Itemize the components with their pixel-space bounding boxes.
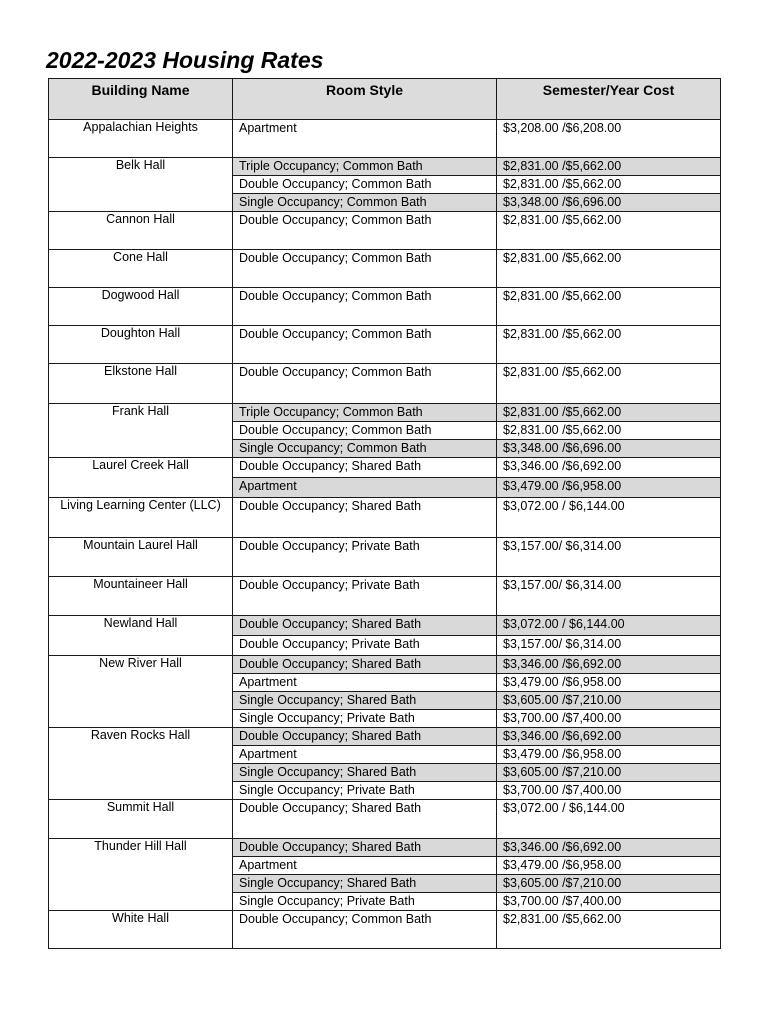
room-style-cell: Apartment: [233, 674, 497, 692]
cost-cell: $3,157.00/ $6,314.00: [497, 538, 721, 577]
building-name-cell: Belk Hall: [49, 158, 233, 212]
room-style-cell: Double Occupancy; Common Bath: [233, 250, 497, 288]
room-style-cell: Double Occupancy; Private Bath: [233, 538, 497, 577]
cost-cell: $3,605.00 /$7,210.00: [497, 692, 721, 710]
room-style-cell: Double Occupancy; Common Bath: [233, 326, 497, 364]
cost-cell: $3,157.00/ $6,314.00: [497, 636, 721, 656]
table-row: [49, 250, 721, 288]
cost-cell: $2,831.00 /$5,662.00: [497, 364, 721, 404]
building-name-cell: Mountaineer Hall: [49, 577, 233, 616]
cost-cell: $2,831.00 /$5,662.00: [497, 176, 721, 194]
cost-cell: $3,348.00 /$6,696.00: [497, 440, 721, 458]
room-style-cell: Single Occupancy; Common Bath: [233, 440, 497, 458]
cost-cell: $3,348.00 /$6,696.00: [497, 194, 721, 212]
room-style-cell: Apartment: [233, 478, 497, 498]
cost-cell: $3,479.00 /$6,958.00: [497, 857, 721, 875]
cost-cell: $3,346.00 /$6,692.00: [497, 839, 721, 857]
table-row: [49, 656, 721, 674]
cost-cell: $3,346.00 /$6,692.00: [497, 458, 721, 478]
room-style-cell: Double Occupancy; Shared Bath: [233, 656, 497, 674]
table-row: [49, 288, 721, 326]
room-style-cell: Double Occupancy; Common Bath: [233, 364, 497, 404]
building-name-cell: Laurel Creek Hall: [49, 458, 233, 498]
cost-cell: $2,831.00 /$5,662.00: [497, 158, 721, 176]
table-row: [49, 120, 721, 158]
table-row: [49, 498, 721, 538]
room-style-cell: Double Occupancy; Common Bath: [233, 212, 497, 250]
table-row: [49, 538, 721, 577]
building-name-cell: Elkstone Hall: [49, 364, 233, 404]
table-row: [49, 158, 721, 176]
building-name-cell: Summit Hall: [49, 800, 233, 839]
room-style-cell: Double Occupancy; Shared Bath: [233, 800, 497, 839]
cost-cell: $3,700.00 /$7,400.00: [497, 893, 721, 911]
cost-cell: $3,157.00/ $6,314.00: [497, 577, 721, 616]
header-room-style: Room Style: [233, 79, 497, 120]
room-style-cell: Double Occupancy; Common Bath: [233, 422, 497, 440]
building-name-cell: White Hall: [49, 911, 233, 949]
table-row: [49, 364, 721, 404]
cost-cell: $3,605.00 /$7,210.00: [497, 875, 721, 893]
room-style-cell: Single Occupancy; Common Bath: [233, 194, 497, 212]
room-style-cell: Single Occupancy; Shared Bath: [233, 764, 497, 782]
building-name-cell: Cone Hall: [49, 250, 233, 288]
room-style-cell: Single Occupancy; Private Bath: [233, 710, 497, 728]
room-style-cell: Double Occupancy; Private Bath: [233, 636, 497, 656]
building-name-cell: Raven Rocks Hall: [49, 728, 233, 800]
room-style-cell: Single Occupancy; Private Bath: [233, 782, 497, 800]
room-style-cell: Triple Occupancy; Common Bath: [233, 404, 497, 422]
building-name-cell: Thunder Hill Hall: [49, 839, 233, 911]
room-style-cell: Double Occupancy; Common Bath: [233, 176, 497, 194]
housing-rates-table: [48, 78, 721, 949]
building-name-cell: Mountain Laurel Hall: [49, 538, 233, 577]
cost-cell: $3,072.00 / $6,144.00: [497, 498, 721, 538]
room-style-cell: Double Occupancy; Common Bath: [233, 288, 497, 326]
table-header-row: [49, 79, 721, 120]
building-name-cell: Appalachian Heights: [49, 120, 233, 158]
cost-cell: $2,831.00 /$5,662.00: [497, 250, 721, 288]
room-style-cell: Apartment: [233, 120, 497, 158]
room-style-cell: Double Occupancy; Shared Bath: [233, 458, 497, 478]
page-title: 2022-2023 Housing Rates: [46, 47, 324, 73]
table-row: [49, 728, 721, 746]
cost-cell: $3,605.00 /$7,210.00: [497, 764, 721, 782]
cost-cell: $2,831.00 /$5,662.00: [497, 288, 721, 326]
room-style-cell: Double Occupancy; Common Bath: [233, 911, 497, 949]
building-name-cell: Doughton Hall: [49, 326, 233, 364]
building-name-cell: Dogwood Hall: [49, 288, 233, 326]
cost-cell: $2,831.00 /$5,662.00: [497, 422, 721, 440]
building-name-cell: Living Learning Center (LLC): [49, 498, 233, 538]
cost-cell: $3,072.00 / $6,144.00: [497, 800, 721, 839]
cost-cell: $2,831.00 /$5,662.00: [497, 404, 721, 422]
cost-cell: $3,700.00 /$7,400.00: [497, 782, 721, 800]
table-row: [49, 326, 721, 364]
cost-cell: $3,479.00 /$6,958.00: [497, 478, 721, 498]
cost-cell: $3,479.00 /$6,958.00: [497, 674, 721, 692]
building-name-cell: New River Hall: [49, 656, 233, 728]
cost-cell: $2,831.00 /$5,662.00: [497, 911, 721, 949]
cost-cell: $3,479.00 /$6,958.00: [497, 746, 721, 764]
room-style-cell: Single Occupancy; Private Bath: [233, 893, 497, 911]
table-row: [49, 911, 721, 949]
table-row: [49, 404, 721, 422]
building-name-cell: Frank Hall: [49, 404, 233, 458]
cost-cell: $2,831.00 /$5,662.00: [497, 212, 721, 250]
room-style-cell: Apartment: [233, 857, 497, 875]
room-style-cell: Double Occupancy; Shared Bath: [233, 498, 497, 538]
room-style-cell: Double Occupancy; Shared Bath: [233, 616, 497, 636]
building-name-cell: Cannon Hall: [49, 212, 233, 250]
header-building-name: Building Name: [49, 79, 233, 120]
room-style-cell: Double Occupancy; Shared Bath: [233, 728, 497, 746]
cost-cell: $2,831.00 /$5,662.00: [497, 326, 721, 364]
cost-cell: $3,208.00 /$6,208.00: [497, 120, 721, 158]
table-body: [49, 120, 721, 949]
room-style-cell: Triple Occupancy; Common Bath: [233, 158, 497, 176]
cost-cell: $3,700.00 /$7,400.00: [497, 710, 721, 728]
building-name-cell: Newland Hall: [49, 616, 233, 656]
table-row: [49, 212, 721, 250]
cost-cell: $3,346.00 /$6,692.00: [497, 656, 721, 674]
cost-cell: $3,072.00 / $6,144.00: [497, 616, 721, 636]
table-row: [49, 616, 721, 636]
table-row: [49, 800, 721, 839]
room-style-cell: Single Occupancy; Shared Bath: [233, 692, 497, 710]
table-row: [49, 577, 721, 616]
room-style-cell: Double Occupancy; Shared Bath: [233, 839, 497, 857]
cost-cell: $3,346.00 /$6,692.00: [497, 728, 721, 746]
room-style-cell: Apartment: [233, 746, 497, 764]
table-row: [49, 839, 721, 857]
room-style-cell: Double Occupancy; Private Bath: [233, 577, 497, 616]
header-semester-year-cost: Semester/Year Cost: [497, 79, 721, 120]
table-row: [49, 458, 721, 478]
room-style-cell: Single Occupancy; Shared Bath: [233, 875, 497, 893]
